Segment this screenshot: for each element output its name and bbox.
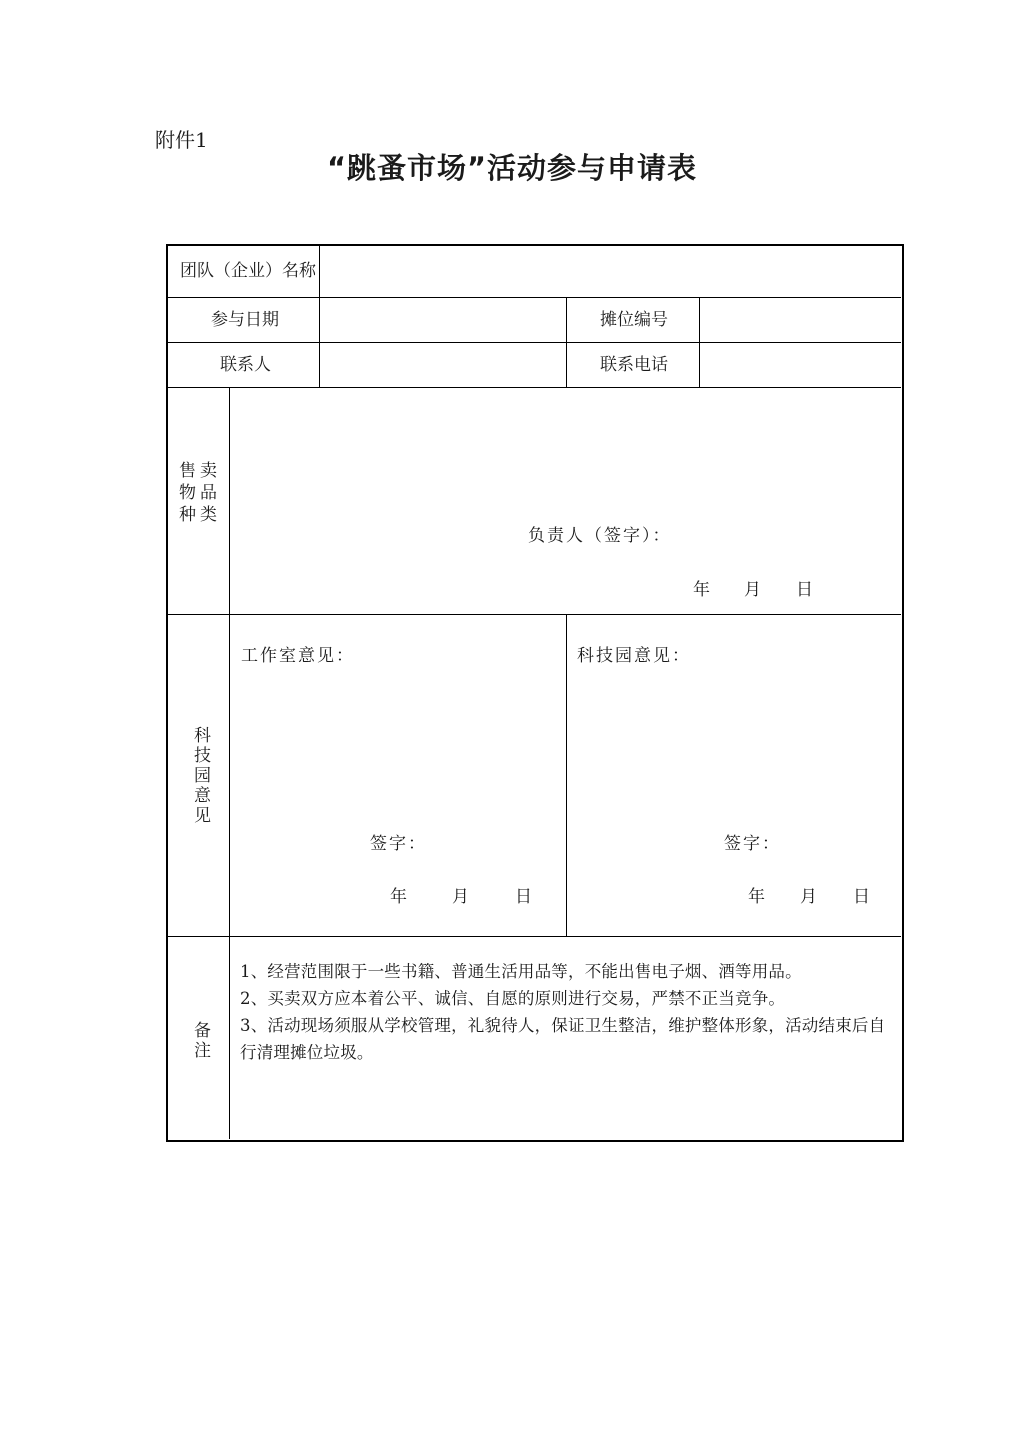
team-name-label: 团队（企业）名称 — [180, 261, 316, 281]
participation-date-field[interactable] — [320, 298, 566, 342]
park-opinion-label: 科技园意见 — [190, 726, 211, 826]
studio-date-year: 年 — [390, 887, 407, 907]
date-year: 年 — [693, 580, 710, 600]
attachment-label: 附件1 — [155, 128, 208, 152]
studio-date-month: 月 — [452, 887, 469, 907]
remark-item: 2、买卖双方应本着公平、诚信、自愿的原则进行交易，严禁不正当竞争。 — [240, 989, 786, 1008]
remark-item: 3、活动现场须服从学校管理，礼貌待人，保证卫生整洁，维护整体形象，活动结束后自行清理摊位垃圾。 — [240, 1016, 886, 1062]
date-month: 月 — [744, 580, 761, 600]
date-day: 日 — [796, 580, 813, 600]
studio-sign-label: 签字： — [370, 834, 427, 854]
booth-number-label: 摊位编号 — [600, 310, 668, 330]
col-divider — [566, 297, 567, 387]
remarks-list — [240, 958, 898, 1066]
application-form-table — [166, 244, 904, 1142]
contact-phone-label: 联系电话 — [600, 355, 668, 375]
contact-person-label: 联系人 — [220, 355, 271, 375]
park-date-day: 日 — [853, 887, 870, 907]
row-divider — [168, 936, 901, 937]
page-title: “跳蚤市场”活动参与申请表 — [326, 151, 698, 185]
booth-number-field[interactable] — [700, 298, 901, 342]
studio-opinion-label: 工作室意见： — [241, 646, 355, 666]
park-opinion-field[interactable] — [567, 676, 901, 826]
contact-phone-field[interactable] — [700, 343, 901, 387]
remark-item: 1、经营范围限于一些书籍、普通生活用品等，不能出售电子烟、酒等用品。 — [240, 962, 802, 981]
studio-opinion-field[interactable] — [230, 676, 566, 826]
contact-person-field[interactable] — [320, 343, 566, 387]
team-name-field[interactable] — [320, 246, 901, 297]
row-divider — [168, 614, 901, 615]
park-opinion-sub-label: 科技园意见： — [577, 646, 691, 666]
remarks-label: 备注 — [190, 1021, 211, 1061]
park-date-month: 月 — [800, 887, 817, 907]
responsible-signature-label: 负责人（签字）： — [528, 526, 672, 546]
goods-category-label: 售卖 物品 种类 — [179, 461, 221, 526]
park-date-year: 年 — [748, 887, 765, 907]
goods-category-field[interactable] — [230, 388, 901, 518]
park-sign-label: 签字： — [724, 834, 781, 854]
participation-date-label: 参与日期 — [211, 310, 279, 330]
studio-date-day: 日 — [515, 887, 532, 907]
